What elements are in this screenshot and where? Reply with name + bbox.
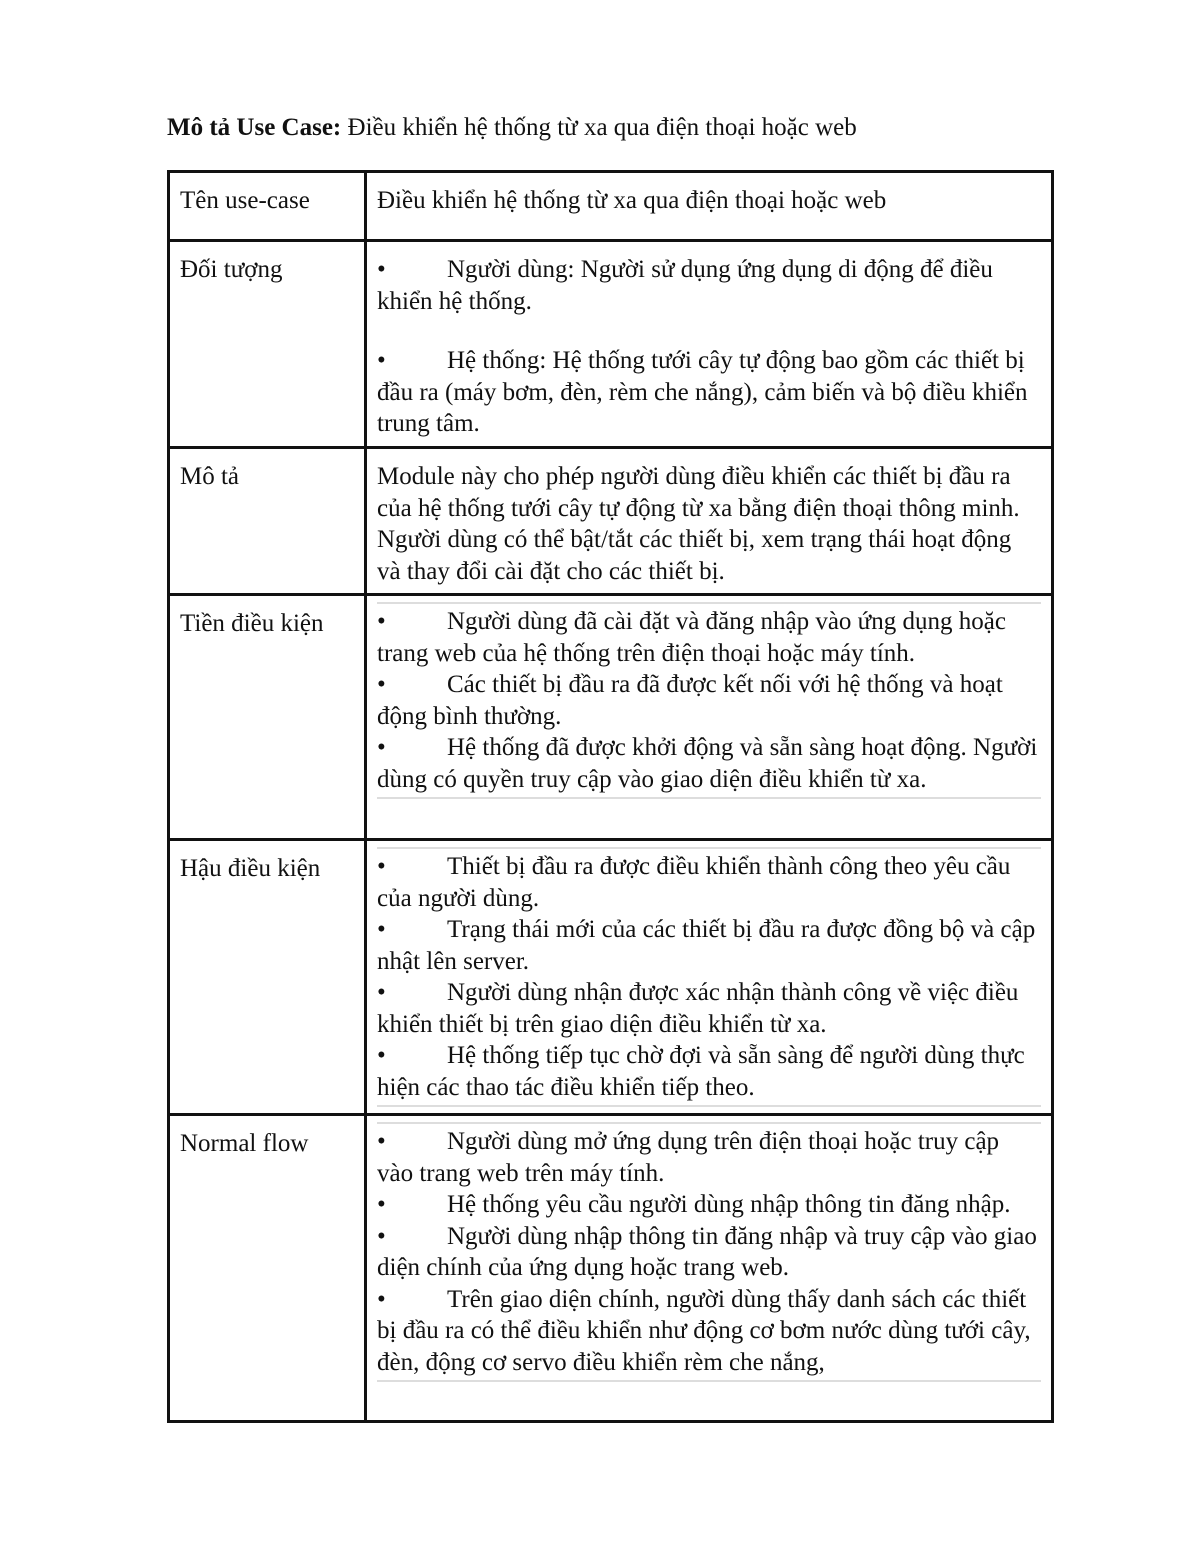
list-item: • Người dùng mở ứng dụng trên điện thoại hoặc truy cập vào trang web trên máy tính. bbox=[377, 1128, 1000, 1187]
list-item: • Người dùng nhận được xác nhận thành công về việc điều khiển thiết bị trên giao diện điều khiển từ xa. bbox=[377, 979, 1019, 1038]
row-value-cell bbox=[366, 448, 1053, 595]
row-label-cell bbox=[169, 448, 366, 595]
page-title-label: Mô tả Use Case: bbox=[167, 114, 342, 141]
table-row-actors bbox=[169, 241, 1053, 448]
normal-flow-list bbox=[377, 1122, 1041, 1382]
list-item: • Trên giao diện chính, người dùng thấy danh sách các thiết bị đầu ra có thể điều khiển như động cơ bơm nước dùng tưới cây, đèn, động cơ servo điều khiển rèm che nắng, bbox=[377, 1285, 1031, 1376]
bullet-glyph: • bbox=[377, 256, 386, 283]
row-label-cell bbox=[169, 595, 366, 840]
bullet-glyph: • bbox=[377, 1042, 386, 1069]
table-row-normal-flow bbox=[169, 1115, 1053, 1422]
list-item: • Hệ thống đã được khởi động và sẵn sàng hoạt động. Người dùng có quyền truy cập vào giao diện điều khiển từ xa. bbox=[377, 734, 1038, 793]
list-item: • Người dùng nhập thông tin đăng nhập và truy cập vào giao diện chính của ứng dụng hoặc trang web. bbox=[377, 1222, 1037, 1281]
page-title-text: Điều khiển hệ thống từ xa qua điện thoại hoặc web bbox=[347, 114, 857, 141]
page-title bbox=[167, 110, 857, 146]
table-row-name bbox=[169, 172, 1053, 241]
bullet-glyph: • bbox=[377, 734, 386, 761]
list-item: • Người dùng: Người sử dụng ứng dụng di động để điều khiển hệ thống. bbox=[377, 256, 993, 315]
row-label-normal-flow: Normal flow bbox=[180, 1130, 309, 1157]
row-label-name: Tên use-case bbox=[180, 187, 310, 214]
use-case-name-value: Điều khiển hệ thống từ xa qua điện thoại hoặc web bbox=[377, 187, 887, 214]
row-value-cell bbox=[366, 595, 1053, 840]
bullet-glyph: • bbox=[377, 1285, 386, 1313]
postconditions-list bbox=[377, 847, 1041, 1107]
list-item: • Trạng thái mới của các thiết bị đầu ra được đồng bộ và cập nhật lên server. bbox=[377, 916, 1036, 975]
bullet-glyph: • bbox=[377, 916, 386, 943]
bullet-glyph: • bbox=[377, 347, 386, 374]
row-label-cell bbox=[169, 172, 366, 241]
list-item: • Thiết bị đầu ra được điều khiển thành công theo yêu cầu của người dùng. bbox=[377, 853, 1011, 912]
row-label-preconditions: Tiền điều kiện bbox=[180, 610, 324, 637]
row-label-description: Mô tả bbox=[180, 463, 240, 490]
bullet-glyph: • bbox=[377, 1128, 386, 1155]
bullet-glyph: • bbox=[377, 608, 386, 635]
list-item: • Hệ thống: Hệ thống tưới cây tự động bao gồm các thiết bị đầu ra (máy bơm, đèn, rèm che nắng), cảm biến và bộ điều khiển trung tâm. bbox=[377, 347, 1028, 437]
row-value-cell bbox=[366, 840, 1053, 1115]
row-label-cell bbox=[169, 840, 366, 1115]
preconditions-list bbox=[377, 602, 1041, 799]
table-row-preconditions bbox=[169, 595, 1053, 840]
bullet-glyph: • bbox=[377, 1191, 386, 1218]
bullet-glyph: • bbox=[377, 853, 386, 880]
row-value-cell bbox=[366, 172, 1053, 241]
list-item: • Hệ thống yêu cầu người dùng nhập thông tin đăng nhập. bbox=[377, 1189, 1041, 1221]
list-item: • Các thiết bị đầu ra đã được kết nối với hệ thống và hoạt động bình thường. bbox=[377, 671, 1003, 730]
use-case-table bbox=[167, 170, 1054, 1423]
bullet-glyph: • bbox=[377, 1222, 386, 1250]
row-label-cell bbox=[169, 241, 366, 448]
row-value-cell bbox=[366, 1115, 1053, 1422]
table-row-postconditions bbox=[169, 840, 1053, 1115]
row-label-postconditions: Hậu điều kiện bbox=[180, 855, 321, 882]
list-item: • Hệ thống tiếp tục chờ đợi và sẵn sàng để người dùng thực hiện các thao tác điều khiển tiếp theo. bbox=[377, 1042, 1025, 1101]
bullet-glyph: • bbox=[377, 671, 386, 698]
bullet-glyph: • bbox=[377, 979, 386, 1006]
list-item: • Người dùng đã cài đặt và đăng nhập vào ứng dụng hoặc trang web của hệ thống trên điện thoại hoặc máy tính. bbox=[377, 608, 1006, 667]
row-value-cell bbox=[366, 241, 1053, 448]
description-value: Module này cho phép người dùng điều khiển các thiết bị đầu ra của hệ thống tưới cây tự động từ xa bằng điện thoại thông minh. Người dùng có thể bật/tắt các thiết bị, xem trạng thái hoạt động và thay đổi cài đặt cho các thiết bị. bbox=[377, 463, 1020, 585]
row-label-actors: Đối tượng bbox=[180, 256, 283, 283]
row-label-cell bbox=[169, 1115, 366, 1422]
table-row-description bbox=[169, 448, 1053, 595]
